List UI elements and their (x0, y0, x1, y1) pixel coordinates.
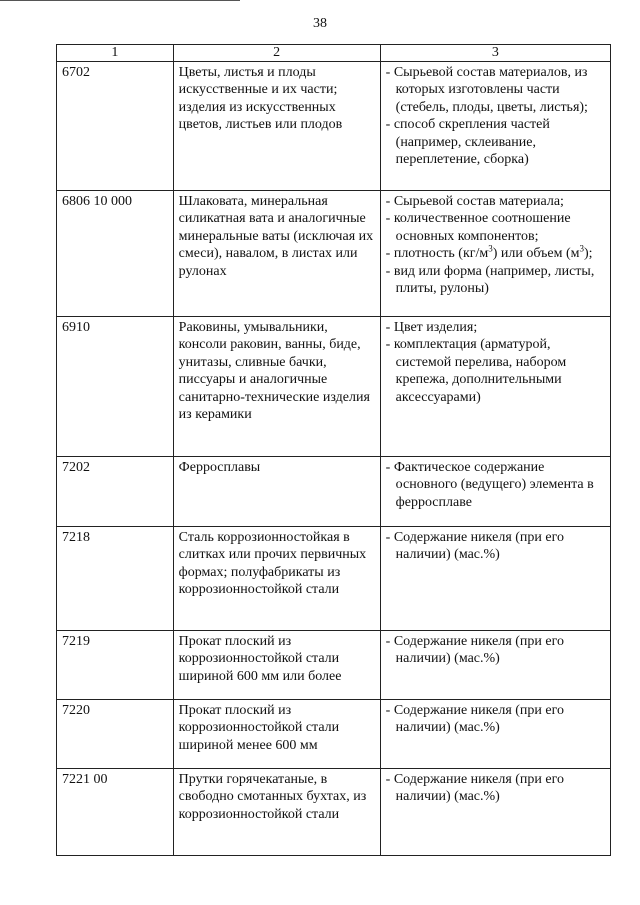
column-header-1: 1 (57, 45, 174, 62)
code-cell: 6910 (57, 317, 174, 457)
table-row (57, 191, 611, 317)
code-cell: 6702 (57, 62, 174, 191)
attributes-cell (380, 527, 610, 631)
attributes-cell (380, 631, 610, 700)
superscript-exponent: 3 (579, 243, 585, 254)
table-row (57, 457, 611, 527)
attribute-item: - Сырьевой состав материалов, из которых изготовлены части (стебель, плоды, цветы, листья); (386, 64, 606, 116)
goods-table (56, 44, 611, 856)
table-row (57, 527, 611, 631)
code-cell: 7218 (57, 527, 174, 631)
code-cell: 7219 (57, 631, 174, 700)
attributes-cell (380, 457, 610, 527)
attribute-item: - Содержание никеля (при его наличии) (мас.%) (386, 633, 606, 668)
attribute-item: - Содержание никеля (при его наличии) (мас.%) (386, 771, 606, 806)
table-row (57, 631, 611, 700)
attribute-item: - способ скрепления частей (например, склеивание, переплетение, сборка) (386, 116, 606, 168)
code-cell: 7202 (57, 457, 174, 527)
name-cell: Сталь коррозионностойкая в слитках или прочих первичных формах; полуфабрикаты из коррозионностойкой стали (173, 527, 380, 631)
table-header-row (57, 45, 611, 62)
code-cell: 7220 (57, 700, 174, 769)
column-header-2: 2 (173, 45, 380, 62)
column-header-3: 3 (380, 45, 610, 62)
name-cell: Прокат плоский из коррозионностойкой стали шириной 600 мм или более (173, 631, 380, 700)
attributes-cell (380, 191, 610, 317)
attributes-cell (380, 769, 610, 856)
attribute-item: - Фактическое содержание основного (ведущего) элемента в ферросплаве (386, 459, 606, 511)
page-number: 38 (313, 16, 327, 31)
name-cell: Раковины, умывальники, консоли раковин, ванны, биде, унитазы, сливные бачки, писсуары и аналогичные санитарно-технические изделия из керамики (173, 317, 380, 457)
name-cell: Прутки горячекатаные, в свободно смотанных бухтах, из коррозионностойкой стали (173, 769, 380, 856)
superscript-exponent: 3 (488, 243, 493, 254)
attribute-item: - Цвет изделия; (386, 319, 606, 336)
name-cell: Шлаковата, минеральная силикатная вата и аналогичные минеральные ваты (исключая их смеси), навалом, в листах или рулонах (173, 191, 380, 317)
name-cell: Цветы, листья и плоды искусственные и их части; изделия из искусственных цветов, листьев или плодов (173, 62, 380, 191)
name-cell: Прокат плоский из коррозионностойкой стали шириной менее 600 мм (173, 700, 380, 769)
table-row (57, 769, 611, 856)
attribute-item: - Содержание никеля (при его наличии) (мас.%) (386, 529, 606, 564)
table-row (57, 317, 611, 457)
table-row (57, 62, 611, 191)
top-border-line (0, 0, 240, 1)
attributes-cell (380, 317, 610, 457)
attribute-item: - количественное соотношение основных компонентов; (386, 210, 606, 245)
table-row (57, 700, 611, 769)
attribute-item: - Содержание никеля (при его наличии) (мас.%) (386, 702, 606, 737)
attribute-item: - Сырьевой состав материала; (386, 193, 606, 210)
attributes-cell (380, 62, 610, 191)
attribute-item: - вид или форма (например, листы, плиты, рулоны) (386, 263, 606, 298)
attributes-cell (380, 700, 610, 769)
attribute-item: - комплектация (арматурой, системой перелива, набором крепежа, дополнительными аксессуарами) (386, 336, 606, 406)
attribute-item: - плотность $(кг/м^3)$ или объем $(м^3)$; (386, 245, 606, 262)
code-cell: 7221 00 (57, 769, 174, 856)
code-cell: 6806 10 000 (57, 191, 174, 317)
name-cell: Ферросплавы (173, 457, 380, 527)
